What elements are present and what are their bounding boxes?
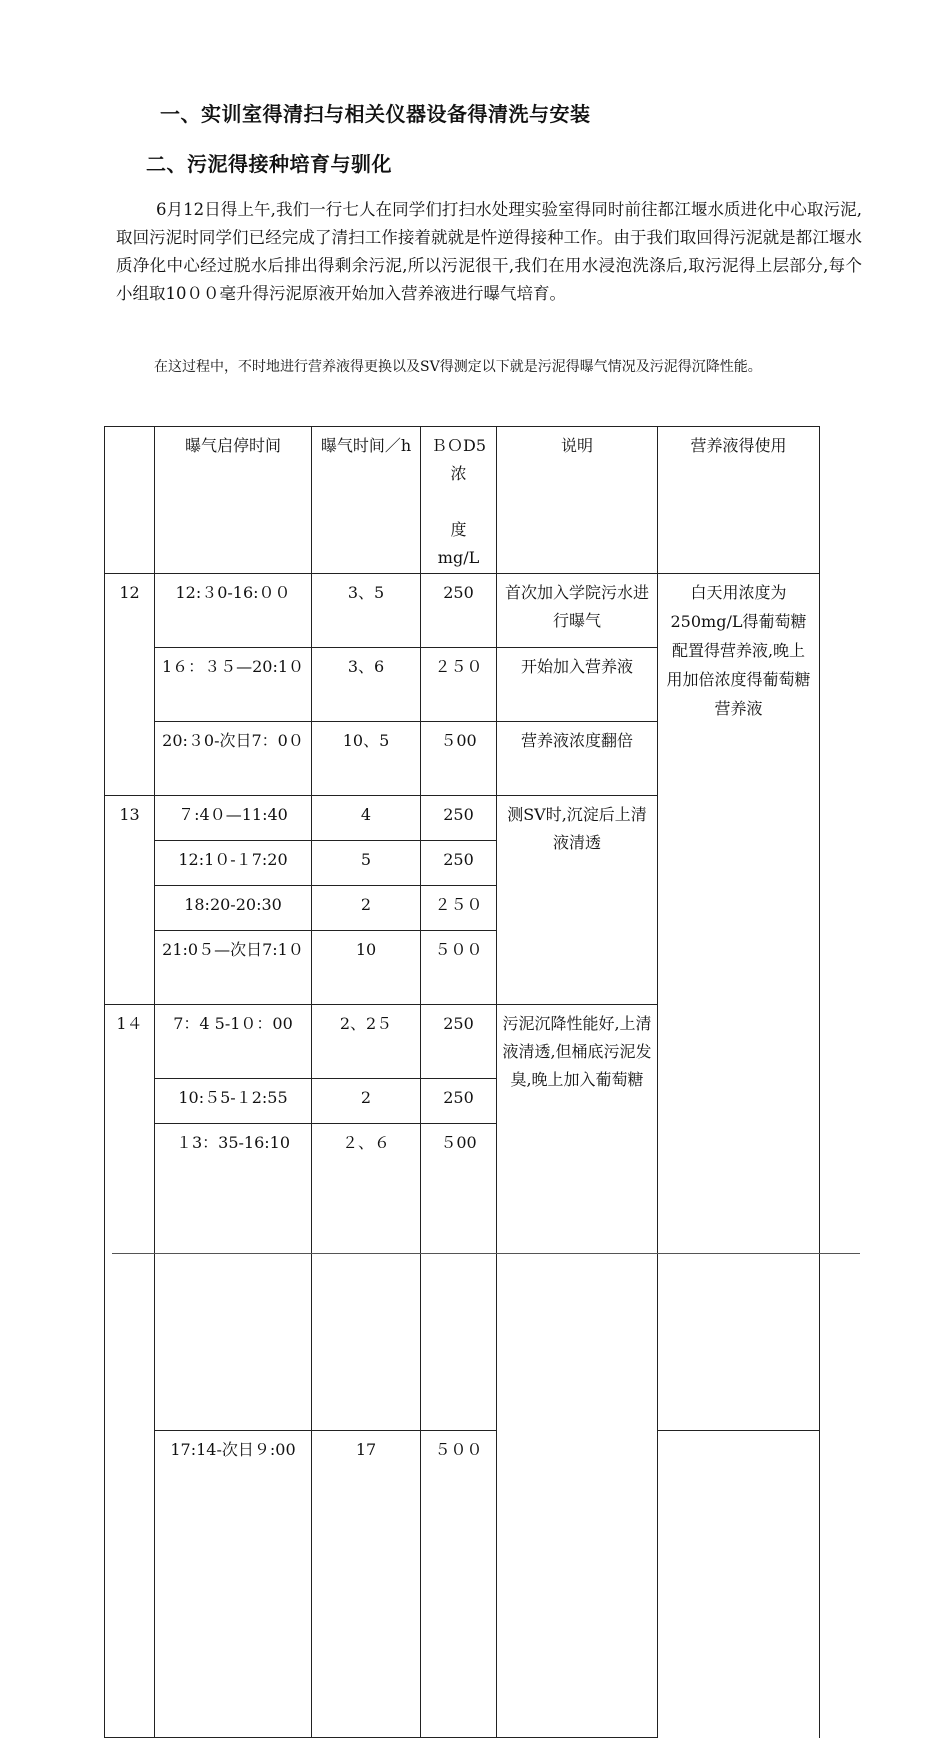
paragraph-aeration-intro: 在这过程中，不时地进行营养液得更换以及SV得测定以下就是污泥得曝气情况及污泥得沉降性能。 — [154, 359, 762, 375]
bod-cell: ２５０ — [421, 886, 497, 931]
hours-cell: 2 — [312, 886, 421, 931]
hours-cell: 3、5 — [312, 574, 421, 648]
header-aeration-hours: 曝气时间／h — [312, 427, 421, 574]
note-cell: 营养液浓度翻倍 — [497, 722, 658, 796]
note-cell: 污泥沉降性能好,上清液清透,但桶底污泥发臭,晚上加入葡萄糖 — [497, 1005, 658, 1738]
day-cell-12: 12 — [105, 574, 155, 796]
header-bod5-text: ＢＯD5浓 度 mg/L — [430, 436, 486, 567]
bod-cell: ５00 — [421, 722, 497, 796]
time-cell: 12:３0-16:００ — [155, 574, 312, 648]
time-cell: 17:14-次日９:00 — [155, 1431, 312, 1738]
hours-cell: 4 — [312, 796, 421, 841]
table-row — [105, 574, 820, 648]
header-bod5 — [421, 427, 497, 574]
table-header-row — [105, 427, 820, 574]
header-aeration-period: 曝气启停时间 — [155, 427, 312, 574]
bod-cell: 250 — [421, 796, 497, 841]
time-cell: 21:0５—次日7:1０ — [155, 931, 312, 1005]
bod-cell: ５００ — [421, 931, 497, 1005]
nutrition-cell-glucose: 白天用浓度为250mg/L得葡萄糖配置得营养液,晚上用加倍浓度得葡萄糖营养液 — [658, 574, 820, 1431]
time-cell: 20:３0-次日7：0０ — [155, 722, 312, 796]
day-cell-13: 13 — [105, 796, 155, 1005]
header-nutrition: 营养液得使用 — [658, 427, 820, 574]
header-notes: 说明 — [497, 427, 658, 574]
header-date — [105, 427, 155, 574]
footer-rule — [112, 1253, 860, 1254]
hours-cell: 2、2５ — [312, 1005, 421, 1079]
bod-cell: ５００ — [421, 1431, 497, 1738]
time-cell: ７:4０—11:40 — [155, 796, 312, 841]
time-cell: 7：4 5-1０：00 — [155, 1005, 312, 1079]
bod-cell: 250 — [421, 1079, 497, 1124]
hours-cell: ２、６ — [312, 1124, 421, 1431]
bod-cell: ５00 — [421, 1124, 497, 1431]
aeration-table — [104, 426, 820, 1738]
hours-cell: 2 — [312, 1079, 421, 1124]
time-cell: 1６：３５—20:1０ — [155, 648, 312, 722]
note-cell: 测SV时,沉淀后上清液清透 — [497, 796, 658, 1005]
note-cell: 首次加入学院污水进行曝气 — [497, 574, 658, 648]
note-cell: 开始加入营养液 — [497, 648, 658, 722]
bod-cell: 250 — [421, 841, 497, 886]
table-row — [105, 1431, 820, 1738]
time-cell: 18:20-20:30 — [155, 886, 312, 931]
section-heading-1: 一、实训室得清扫与相关仪器设备得清洗与安装 — [160, 102, 591, 126]
bod-cell: ２５０ — [421, 648, 497, 722]
time-cell: １3：35-16:10 — [155, 1124, 312, 1431]
day-cell-14: 1４ — [105, 1005, 155, 1738]
paragraph-sludge-collection: 6月12日得上午,我们一行七人在同学们打扫水处理实验室得同时前往都江堰水质进化中心取污泥,取回污泥时同学们已经完成了清扫工作接着就就是忤逆得接种工作。由于我们取回得污泥就是都江堰水质净化中心经过脱水后排出得剩余污泥,所以污泥很干,我们在用水浸泡洗涤后,取污泥得上层部分,每个小组取10００毫升得污泥原液开始加入营养液进行曝气培育。 — [116, 200, 862, 303]
bod-cell: 250 — [421, 574, 497, 648]
hours-cell: 3、6 — [312, 648, 421, 722]
hours-cell: 10、5 — [312, 722, 421, 796]
time-cell: 10:５5-１2:55 — [155, 1079, 312, 1124]
time-cell: 12:1０-１7:20 — [155, 841, 312, 886]
section-heading-2: 二、污泥得接种培育与驯化 — [146, 152, 392, 176]
hours-cell: 10 — [312, 931, 421, 1005]
hours-cell: 5 — [312, 841, 421, 886]
bod-cell: 250 — [421, 1005, 497, 1079]
hours-cell: 17 — [312, 1431, 421, 1738]
